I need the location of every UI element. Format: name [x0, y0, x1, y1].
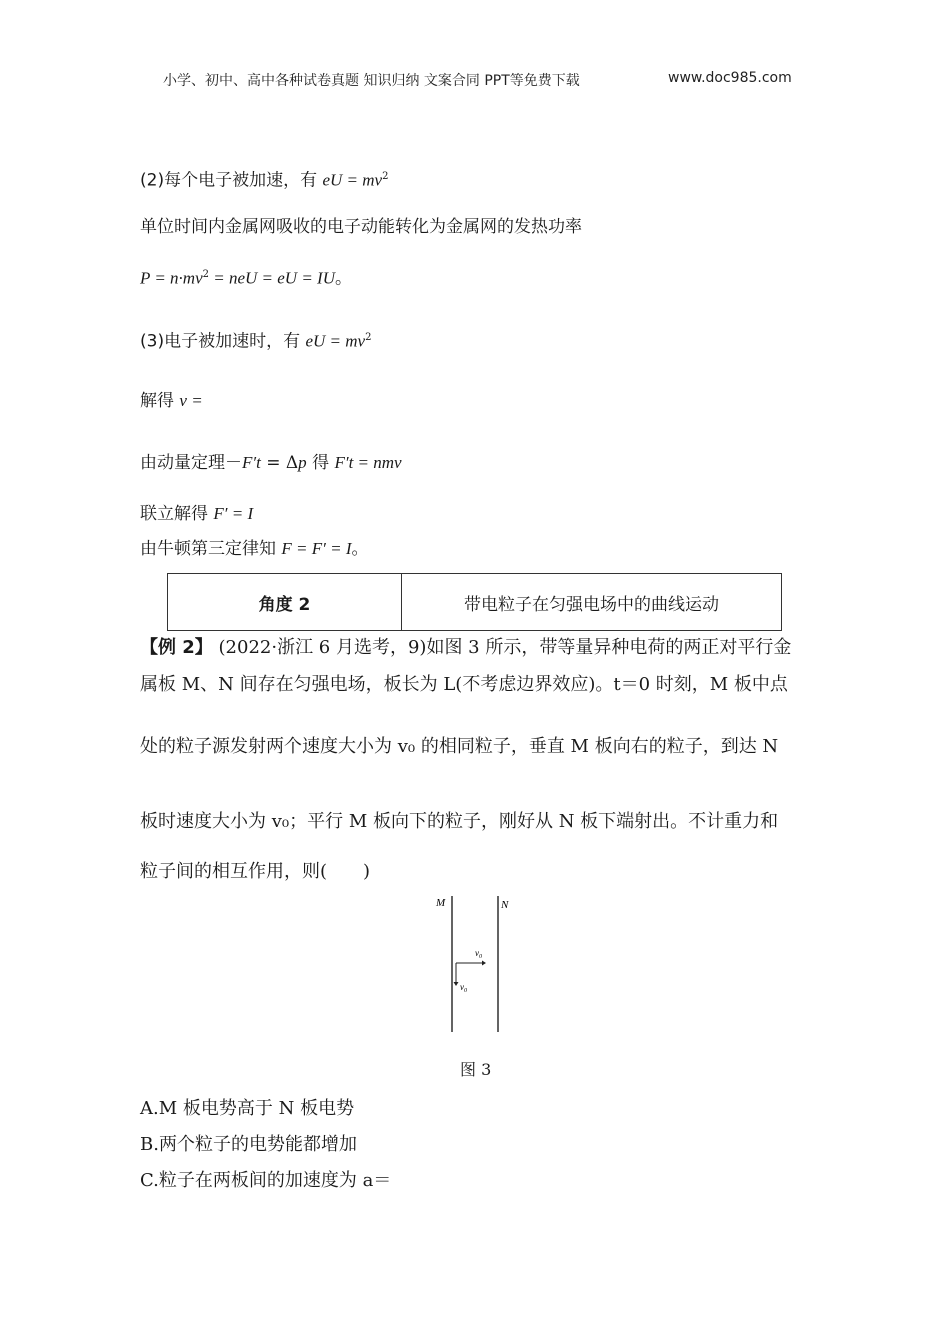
figure-svg [430, 890, 530, 1040]
momentum-eq1: F′t [242, 453, 261, 472]
momentum-theorem [140, 453, 402, 473]
example-line5: 粒子间的相互作用，则( ) [140, 861, 371, 882]
velocity-down-arrowhead [454, 982, 459, 986]
momentum-eq2: F′t = nmv [334, 453, 402, 472]
header-text: 小学、初中、高中各种试卷真题 知识归纳 文案合同 PPT等免费下载 [163, 73, 580, 89]
label-v-down: $v_0$ [460, 982, 467, 994]
solution-part2-line2: 单位时间内金属网吸收的电子动能转化为金属网的发热功率 [140, 217, 582, 237]
example-line1-text: (2022·浙江 6 月选考，9)如图 3 所示，带等量异种电荷的两正对平行金 [212, 637, 792, 658]
momentum-mid: = Δ [260, 453, 299, 473]
power-eq-b: = neU = eU = IU [209, 268, 335, 288]
power-eq-a: P = n·mv [140, 268, 203, 288]
combine-equation: F′ = I [213, 504, 254, 523]
combine-solve [140, 504, 253, 524]
newton-equation: F = F′ = I [281, 539, 352, 558]
newton-end: 。 [351, 539, 369, 559]
angle-label: 角度 2 [168, 574, 402, 630]
option-C: C.粒子在两板间的加速度为 a＝ [140, 1170, 392, 1191]
solve-v-equation: v = [179, 391, 203, 410]
power-eq-end: 。 [335, 268, 352, 289]
example-line4: 板时速度大小为 v₀；平行 M 板向下的粒子，刚好从 N 板下端射出。不计重力和 [140, 811, 779, 832]
label-v-right: $v_0$ [475, 948, 482, 960]
solution-part3 [140, 328, 371, 352]
example-line1 [140, 637, 791, 659]
label-M: M [436, 897, 446, 909]
label-N: N [501, 899, 509, 911]
part3-sup: 2 [365, 332, 372, 343]
header-banner [163, 70, 580, 90]
power-eq-sup: 2 [202, 269, 209, 280]
option-A: A.M 板电势高于 N 板电势 [140, 1098, 355, 1119]
solution-power-equation [140, 265, 352, 289]
angle-table [167, 573, 782, 631]
momentum-de: 得 [306, 453, 335, 473]
part2-equation: eU = mv [322, 170, 383, 190]
figure-plates [430, 890, 530, 1040]
part3-prefix: (3)电子被加速时，有 [140, 331, 306, 352]
newton-prefix: 由牛顿第三定律知 [140, 539, 282, 559]
option-B: B.两个粒子的电势能都增加 [140, 1134, 357, 1155]
momentum-p: p [298, 453, 307, 472]
angle-title: 带电粒子在匀强电场中的曲线运动 [464, 594, 719, 615]
solve-v-prefix: 解得 [140, 391, 180, 411]
example-tag: 【例 2】 [140, 637, 213, 658]
newton-third-law [140, 539, 369, 559]
part3-equation: eU = mv [305, 331, 366, 351]
header-url[interactable]: www.doc985.com [668, 70, 792, 86]
figure-caption: 图 3 [460, 1060, 492, 1079]
momentum-prefix: 由动量定理－ [140, 453, 242, 473]
example-line3: 处的粒子源发射两个速度大小为 v₀ 的相同粒子，垂直 M 板向右的粒子，到达 N [140, 736, 779, 757]
combine-prefix: 联立解得 [140, 504, 214, 524]
part2-sup: 2 [382, 171, 389, 182]
velocity-right-arrowhead [482, 961, 486, 966]
example-line2: 属板 M、N 间存在匀强电场，板长为 L(不考虑边界效应)。t＝0 时刻，M 板中点 [140, 674, 788, 695]
part2-prefix: (2)每个电子被加速，有 [140, 170, 323, 191]
solve-v [140, 391, 203, 411]
solution-part2 [140, 167, 388, 191]
